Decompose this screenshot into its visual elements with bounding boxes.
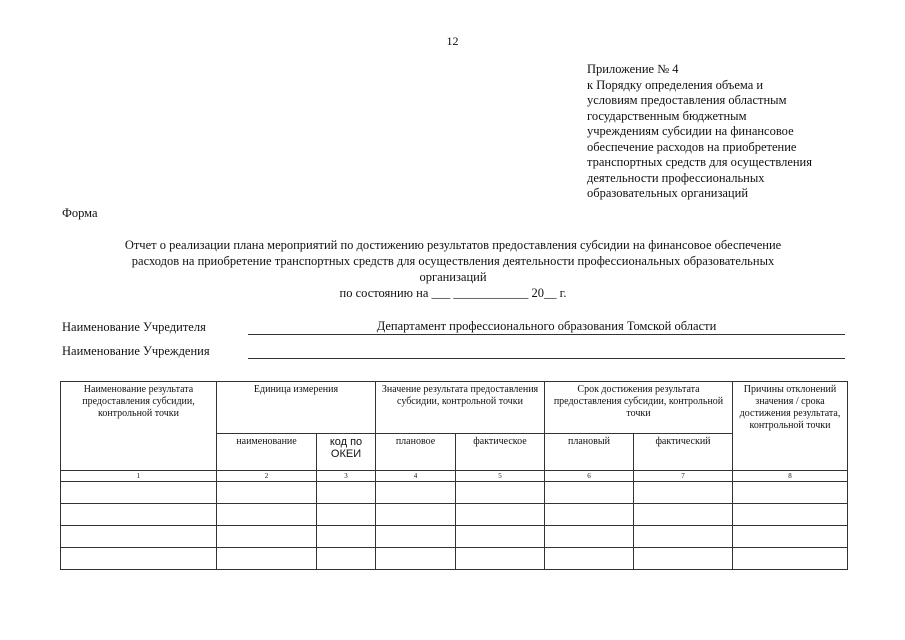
appendix-line: Приложение № 4 bbox=[587, 62, 679, 76]
table-cell[interactable] bbox=[317, 504, 376, 526]
table-cell[interactable] bbox=[545, 548, 634, 570]
table-cell[interactable] bbox=[376, 504, 456, 526]
report-table bbox=[60, 381, 848, 570]
table-cell[interactable] bbox=[545, 504, 634, 526]
column-number: 6 bbox=[545, 471, 634, 482]
founder-value[interactable]: Департамент профессионального образования Томской области bbox=[376, 319, 717, 333]
table-cell[interactable] bbox=[634, 526, 733, 548]
table-cell[interactable] bbox=[317, 548, 376, 570]
page-number: 12 bbox=[446, 34, 459, 48]
table-cell[interactable] bbox=[217, 548, 317, 570]
title-line: организаций bbox=[419, 270, 487, 284]
title-line: Отчет о реализации плана мероприятий по достижению результатов предоставления субсидии на финансовое обеспечение bbox=[124, 238, 782, 252]
institution-field-line bbox=[248, 344, 845, 359]
table-cell[interactable] bbox=[217, 526, 317, 548]
header-term: Срок достижения результата предоставления субсидии, контрольной точки bbox=[545, 382, 733, 434]
founder-label: Наименование Учредителя bbox=[62, 320, 206, 334]
header-term-fact: фактический bbox=[634, 434, 733, 471]
column-number: 5 bbox=[456, 471, 545, 482]
table-cell[interactable] bbox=[634, 504, 733, 526]
header-value-fact: фактическое bbox=[456, 434, 545, 471]
appendix-line: государственным бюджетным bbox=[587, 108, 747, 123]
header-unit-okei: код по ОКЕИ bbox=[317, 434, 376, 471]
report-title bbox=[60, 237, 846, 301]
table-cell[interactable] bbox=[61, 504, 217, 526]
header-result-name: Наименование результата предоставления субсидии, контрольной точки bbox=[61, 382, 217, 471]
appendix-line: обеспечение расходов на приобретение bbox=[587, 139, 797, 154]
table-cell[interactable] bbox=[545, 526, 634, 548]
appendix-block bbox=[587, 62, 887, 202]
table-cell[interactable] bbox=[545, 482, 634, 504]
header-reasons: Причины отклонений значения / срока достижения результата, контрольной точки bbox=[733, 382, 848, 471]
header-unit-name: наименование bbox=[217, 434, 317, 471]
table-cell[interactable] bbox=[456, 504, 545, 526]
column-number: 1 bbox=[61, 471, 217, 482]
table-cell[interactable] bbox=[456, 482, 545, 504]
appendix-line: условиям предоставления областным bbox=[587, 93, 787, 107]
table-cell[interactable] bbox=[376, 548, 456, 570]
header-value-plan: плановое bbox=[376, 434, 456, 471]
table-row bbox=[61, 482, 848, 504]
table-cell[interactable] bbox=[61, 548, 217, 570]
table-row bbox=[61, 504, 848, 526]
column-number: 4 bbox=[376, 471, 456, 482]
column-number: 8 bbox=[733, 471, 848, 482]
table-cell[interactable] bbox=[733, 482, 848, 504]
table-cell[interactable] bbox=[61, 526, 217, 548]
table-cell[interactable] bbox=[733, 548, 848, 570]
form-label: Форма bbox=[62, 206, 98, 220]
table-cell[interactable] bbox=[61, 482, 217, 504]
table-row bbox=[61, 548, 848, 570]
appendix-line: учреждениям субсидии на финансовое bbox=[587, 124, 794, 138]
report-date-line: по состоянию на ___ ____________ 20__ г. bbox=[339, 286, 567, 300]
table-cell[interactable] bbox=[456, 526, 545, 548]
column-number: 3 bbox=[317, 471, 376, 482]
appendix-line: транспортных средств для осуществления bbox=[587, 155, 812, 169]
table-cell[interactable] bbox=[376, 526, 456, 548]
table-cell[interactable] bbox=[733, 504, 848, 526]
appendix-line: деятельности профессиональных bbox=[587, 170, 765, 185]
table-cell[interactable] bbox=[317, 482, 376, 504]
table-row bbox=[61, 526, 848, 548]
table-cell[interactable] bbox=[456, 548, 545, 570]
column-number: 7 bbox=[634, 471, 733, 482]
appendix-line: к Порядку определения объема и bbox=[587, 77, 764, 92]
table-cell[interactable] bbox=[217, 482, 317, 504]
table-cell[interactable] bbox=[376, 482, 456, 504]
appendix-line: образовательных организаций bbox=[587, 186, 749, 200]
table-cell[interactable] bbox=[217, 504, 317, 526]
header-unit: Единица измерения bbox=[217, 382, 376, 434]
table-cell[interactable] bbox=[733, 526, 848, 548]
header-term-plan: плановый bbox=[545, 434, 634, 471]
table-cell[interactable] bbox=[634, 548, 733, 570]
header-value: Значение результата предоставления субсидии, контрольной точки bbox=[376, 382, 545, 434]
institution-label: Наименование Учреждения bbox=[62, 344, 210, 358]
table-cell[interactable] bbox=[317, 526, 376, 548]
column-number: 2 bbox=[217, 471, 317, 482]
title-line: расходов на приобретение транспортных средств для осуществления деятельности профессиональных образовательных bbox=[131, 254, 775, 268]
table-cell[interactable] bbox=[634, 482, 733, 504]
